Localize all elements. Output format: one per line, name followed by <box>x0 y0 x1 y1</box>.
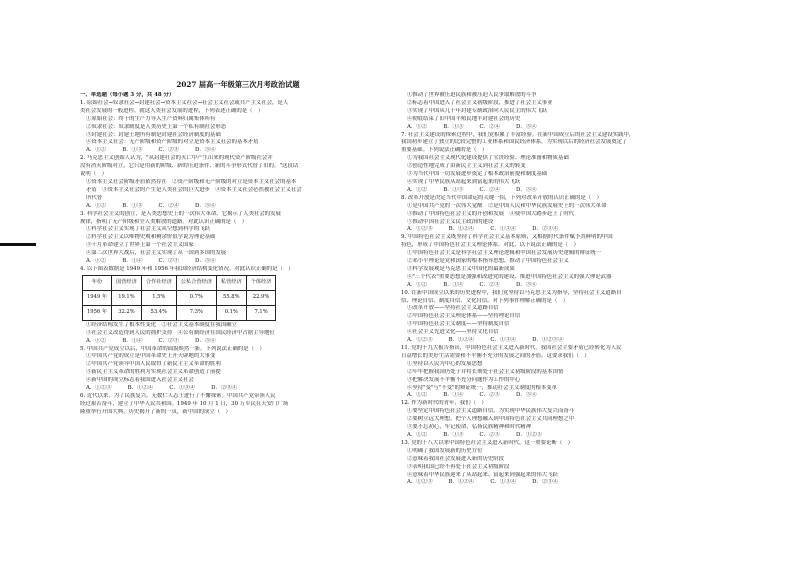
left_column-line: 所代替 <box>86 194 103 201</box>
left_column-line: ③封建社会：封建土地所有制是封建社会经济制度的基础 <box>86 131 221 138</box>
table-header-cell: 私营经济 <box>216 275 246 290</box>
left_column-line: 5. 中国共产党成立以后，中国革命的面貌焕然一新。下列说法正确的是（ ） <box>80 345 265 352</box>
left_column-line: ③十月革命建立了世界上第一个社会主义国家 <box>86 242 194 249</box>
left_column-line: ④第二次世界大战后，社会主义实现了从一国到多国的发展 <box>86 250 227 257</box>
table-cell: 1956 年 <box>83 305 112 320</box>
left_column-line: ①经济结构发生了根本性变化 ②社会主义基本制度在我国确立 <box>86 321 237 328</box>
right_column-line: ⑤推动中国社会主义民主政治的建设 <box>407 218 494 225</box>
right_column-line: 13. 党的十八大以来中国特色社会主义进入新时代，这一重要论断（ ） <box>401 439 574 446</box>
right_column-line: A．①② B．①③ C．②④ D．③④ <box>407 123 537 130</box>
right_column-line: ②创造性地完成了由新民主主义到社会主义的转变 <box>407 163 526 170</box>
left_column-line: ①科学社会主义实现了社会主义从空想到科学的飞跃 <box>86 226 210 233</box>
right_column-line: 日益增长的美好生活需要和不平衡不充分的发展之间的矛盾。这要求我们（ ） <box>401 352 590 359</box>
right_column-line: 我国初步建立了独立的比较完整的工业体系和国民经济体系，为实现以后的经济社会发展奠定了 <box>401 139 628 146</box>
left_column-line: 1. 原始社会→奴隶社会→封建社会→资本主义社会→社会主义社会或共产主义社会，是人 <box>80 99 289 106</box>
right_column-line: ③表明我国已经不再处于社会主义初级阶段 <box>407 463 510 470</box>
table-row <box>83 305 276 320</box>
right_column-line: A．①②③ B．①②④ C．①③④ D．②③④ <box>407 479 559 486</box>
right_column-line: 9. 中国特色社会主义既坚持了科学社会主义基本原则，又根据时代条件赋予其鲜明的中国 <box>401 234 613 241</box>
left_column-line: A．①②③ B．①②④ C．①③④ D．②③④ <box>86 385 238 392</box>
right_column-line: ③中国特色社会主义制度——坚持制度自信 <box>407 321 510 328</box>
exam-title: 2027 届高一年级第三次月考政治试题 <box>176 80 300 89</box>
table-header-cell: 个体经济 <box>246 275 276 290</box>
table-row <box>83 290 276 305</box>
right_column-line: ③实现了中国从几千年封建专制政治向人民民主的伟大飞跃 <box>407 107 548 114</box>
table-cell: 1949 年 <box>83 290 112 305</box>
right_column-line: ②意味着我国社会发展进入新的历史阶段 <box>407 455 505 462</box>
left_column-line: ①资本主义社会阶级矛盾依然存在 ②资产阶级和无产阶级的对立是资本主义社会的基本 <box>86 178 297 185</box>
table-cell: 32.2% <box>112 305 142 320</box>
right_column-line: ①推动了世界被压迫民族和被压迫人民争取解放的斗争 <box>407 92 537 98</box>
left_column-line: ①原始社会：终于的生产力导入生产资料归属集体所有 <box>86 115 216 122</box>
table-cell: 19.1% <box>112 290 142 305</box>
right_column-line: 信、理论自信、制度自信、文化自信。对下列事件理解正确的是（ ） <box>401 297 569 304</box>
left_column-line: 3. 科学社会主义的创立，是人类思想史上的一次伟大革命。它揭示了人类社会的发展 <box>80 210 281 217</box>
right_column-line: ①为我国社会主义现代化建设提供了宝贵经验、理论准备和物质基础 <box>407 155 569 162</box>
table-cell: 22.9% <box>246 290 276 305</box>
left_column-line: 隆重举行开国大典，历史揭开了新的一页，新中国的成立（ ） <box>80 408 231 415</box>
left_column-line: ③新民主主义革命的胜利为实现社会主义革命创造了前提 <box>86 369 221 376</box>
table-cell: 0.1% <box>216 305 246 320</box>
table-cell: 53.4% <box>141 305 176 320</box>
left_column-line: ④新中国的成立标志着我国进入社会主义社会 <box>86 377 194 384</box>
right_column-line: ④"三个代表"重要思想是加强和改进党的建设、推进中国特色社会主义的强大理论武器 <box>407 273 612 280</box>
left_column-line: 矛盾 ③资本主义社会的产生是人类社会的巨大进步 ④资本主义社会必然被社会主义社会 <box>86 186 302 193</box>
left_column-line: A．①② B．①③ C．②④ D．③④ <box>86 202 216 209</box>
right_column-line: 7. 社会主义建设的探索过程中，我们党积累了丰富经验。在新中国成立后的社会主义建设实践中， <box>401 131 635 138</box>
right_column-line: ④彻底结束了旧中国半殖民地半封建社会的历史 <box>407 115 521 122</box>
right_column-line: ①要坚定中国特色社会主义道路自信，为实现中华民族伟大复兴而奋斗 <box>407 408 575 415</box>
left_column-line: ②奴隶社会：奴隶制度是人类历史上第一个私有制社会形态 <box>86 123 227 130</box>
right_column-line: A．①②③ B．①②④ C．①③④ D．②③④ <box>407 226 559 233</box>
left_column-line: A．①② B．①④ C．②③ D．③④ <box>86 337 216 344</box>
right_column-line: A．①②③ B．①②④ C．①③④ D．①②③④ <box>407 337 564 344</box>
economic-structure-table <box>82 275 276 321</box>
right_column-line: ①改革开放——坚持社会主义道路自信 <box>407 305 499 312</box>
right_column-line: ④坚持"变"与"不变"的辩证统一，推动社会主义制度的根本变革 <box>407 384 558 391</box>
right_column-line: ②要树立远大理想，把个人理想融入到中国特色社会主义共同理想之中 <box>407 416 575 423</box>
table-cell: 0.7% <box>176 290 216 305</box>
right_column-line: A．①② B．①④ C．②③ D．③④ <box>407 281 537 288</box>
table-header-cell: 年份 <box>83 275 112 290</box>
left_column-line: 2. 马克思主义创始人认为，"从封建社会的灭亡中产生出来的现代资产阶级社会并 <box>80 155 273 162</box>
left_column-line: 经过艰苦奋斗，建立了中华人民共和国。1949 年 10 月 1 日，30 万军民在天安门广场 <box>80 400 289 407</box>
table-cell: 1.5% <box>141 290 176 305</box>
left_column-line: 一、单选题（每小题 3 分，共 48 分） <box>80 92 175 98</box>
right_column-line: ③为当代中国一切发展进步奠定了根本政治前提和制度基础 <box>407 171 548 178</box>
left_column-line: ①中国共产党的成立是中国革命史上开天辟地的大事变 <box>86 353 216 360</box>
right_column-line: 重要基础。下列说法正确的是（ ） <box>401 147 488 154</box>
right_column-line: 10. 在新中国成立以来的历史进程中，我们党坚持以马克思主义为指导，坚持社会主义道路自 <box>401 289 622 296</box>
table-cell: 7.3% <box>176 305 216 320</box>
right_column-line: A．①② B．①④ C．②③ D．③④ <box>407 392 537 399</box>
left_column-line: ②中国共产党领导中国人民取得了新民主主义革命的胜利 <box>86 361 221 368</box>
left_column-line: 规律，指明了无产阶级和全人类解放的道路。对此认识正确的是（ ） <box>80 218 248 225</box>
right_column-line: A．①② B．①③ C．②④ D．③④ <box>407 186 537 193</box>
left_column-line: 4. 以下图表数据是 1949 年和 1956 年我国经济结构变化情况。对此认识正确的是（ ） <box>80 265 294 272</box>
left_column-line: 类社会发展的一般进程。就这人类社会发展的进程，下列表述正确的是（ ） <box>80 107 264 114</box>
left_column-line: A．①② B．①③ C．②③ D．③④ <box>86 147 216 154</box>
right_column-line: ②中国特色社会主义理论体系——坚持理论自信 <box>407 313 521 320</box>
table-cell: 55.8% <box>216 290 246 305</box>
left_column-line: 没有消灭阶级对立。它只是用新的阶级、新的压迫条件、新的斗争形式代替了旧的。"这段话 <box>80 163 299 170</box>
left_column-line: ③社会主义改造得到人民的拥护支持 ④公有制经济在国民经济中占据主导地位 <box>86 329 275 336</box>
right_column-line: ②标志着中国进入了社会主义初级阶段，推进了社会主义事业 <box>407 99 553 106</box>
left_column-line: ②科学社会主义以唯物史观和剩余价值学说为理论基础 <box>86 234 216 241</box>
right_column-line: 11. 党的十九大报告指出，中国特色社会主义进入新时代，我国社会主要矛盾已经转化为人民 <box>401 345 622 351</box>
right_column-line: 特色，形成了中国特色社会主义理论体系。对此，以下说法正确的是（ ） <box>401 242 579 249</box>
table-header-row <box>83 275 276 290</box>
table-header-cell: 国营经济 <box>112 275 142 290</box>
right_column-line: ③把解决发展不平衡不充分问题作为工作的中心 <box>407 376 521 383</box>
right_column-line: A．①② B．①③ C．②③ D．①②③ <box>407 431 542 438</box>
right_column-line: ②牢牢把握我国仍处于并将长期处于社会主义初级阶段的基本国情 <box>407 368 564 375</box>
right_column-line: ③要不忘初心，牢记使命，弘扬民族精神和时代精神 <box>407 424 531 431</box>
left_column-line: ④资本主义社会：无产阶级和资产阶级的对立是资本主义社会的基本矛盾 <box>86 139 259 146</box>
right_column-line: ④意味着中华民族迎来了从站起来、富起来到强起来的伟大飞跃 <box>407 471 558 478</box>
left_column-line: A．①② B．①④ C．②③ D．③④ <box>86 258 216 265</box>
table-header-cell: 合作社经济 <box>141 275 176 290</box>
right_column-line: ③推动了中国特色社会主义的开创和发展 ④使中国大踏步赶上了时代 <box>407 210 575 217</box>
right_column-line: 8. 改革开放是决定当代中国命运的关键一招，下列对改革开放的认识正确的是（ ） <box>401 194 602 201</box>
right_column-line: ①是中国共产党的一次伟大觉醒 ②是中国人民和中华民族发展史上的一次伟大革命 <box>407 202 607 209</box>
right_column-line: ④社会主义先进文化——坚持文化自信 <box>407 329 499 336</box>
left_column-line: 6. 近代以来，为了民族复兴，无数仁人志士进行了不懈探索。中国共产党带领人民 <box>80 393 276 399</box>
right_column-line: ①明确了我国发展新的历史方位 <box>407 447 483 454</box>
left_column-line: 说明（ ） <box>80 171 107 178</box>
table-cell: 7.1% <box>246 305 276 320</box>
right_column-line: ③科学发展观是马克思主义中国化的最新成果 <box>407 265 515 272</box>
right_column-line: ②邓小平理论是党和国家的根本指导思想，推动了中国特色社会主义 <box>407 258 569 265</box>
table-header-cell: 公私合营经济 <box>176 275 216 290</box>
margin-binding-mark <box>0 243 36 246</box>
left-column <box>80 92 396 540</box>
right_column-line: 12. 作为新时代的青年，我们（ ） <box>401 400 487 407</box>
right_column-line: ④实现了中华民族从站起来到富起来的伟大飞跃 <box>407 178 521 185</box>
right-column <box>401 92 731 540</box>
right_column-line: ①中国特色社会主义是科学社会主义理论逻辑和中国社会发展历史逻辑的辩证统一 <box>407 250 602 257</box>
right_column-line: ①坚持以人民为中心的发展思想 <box>407 360 483 367</box>
